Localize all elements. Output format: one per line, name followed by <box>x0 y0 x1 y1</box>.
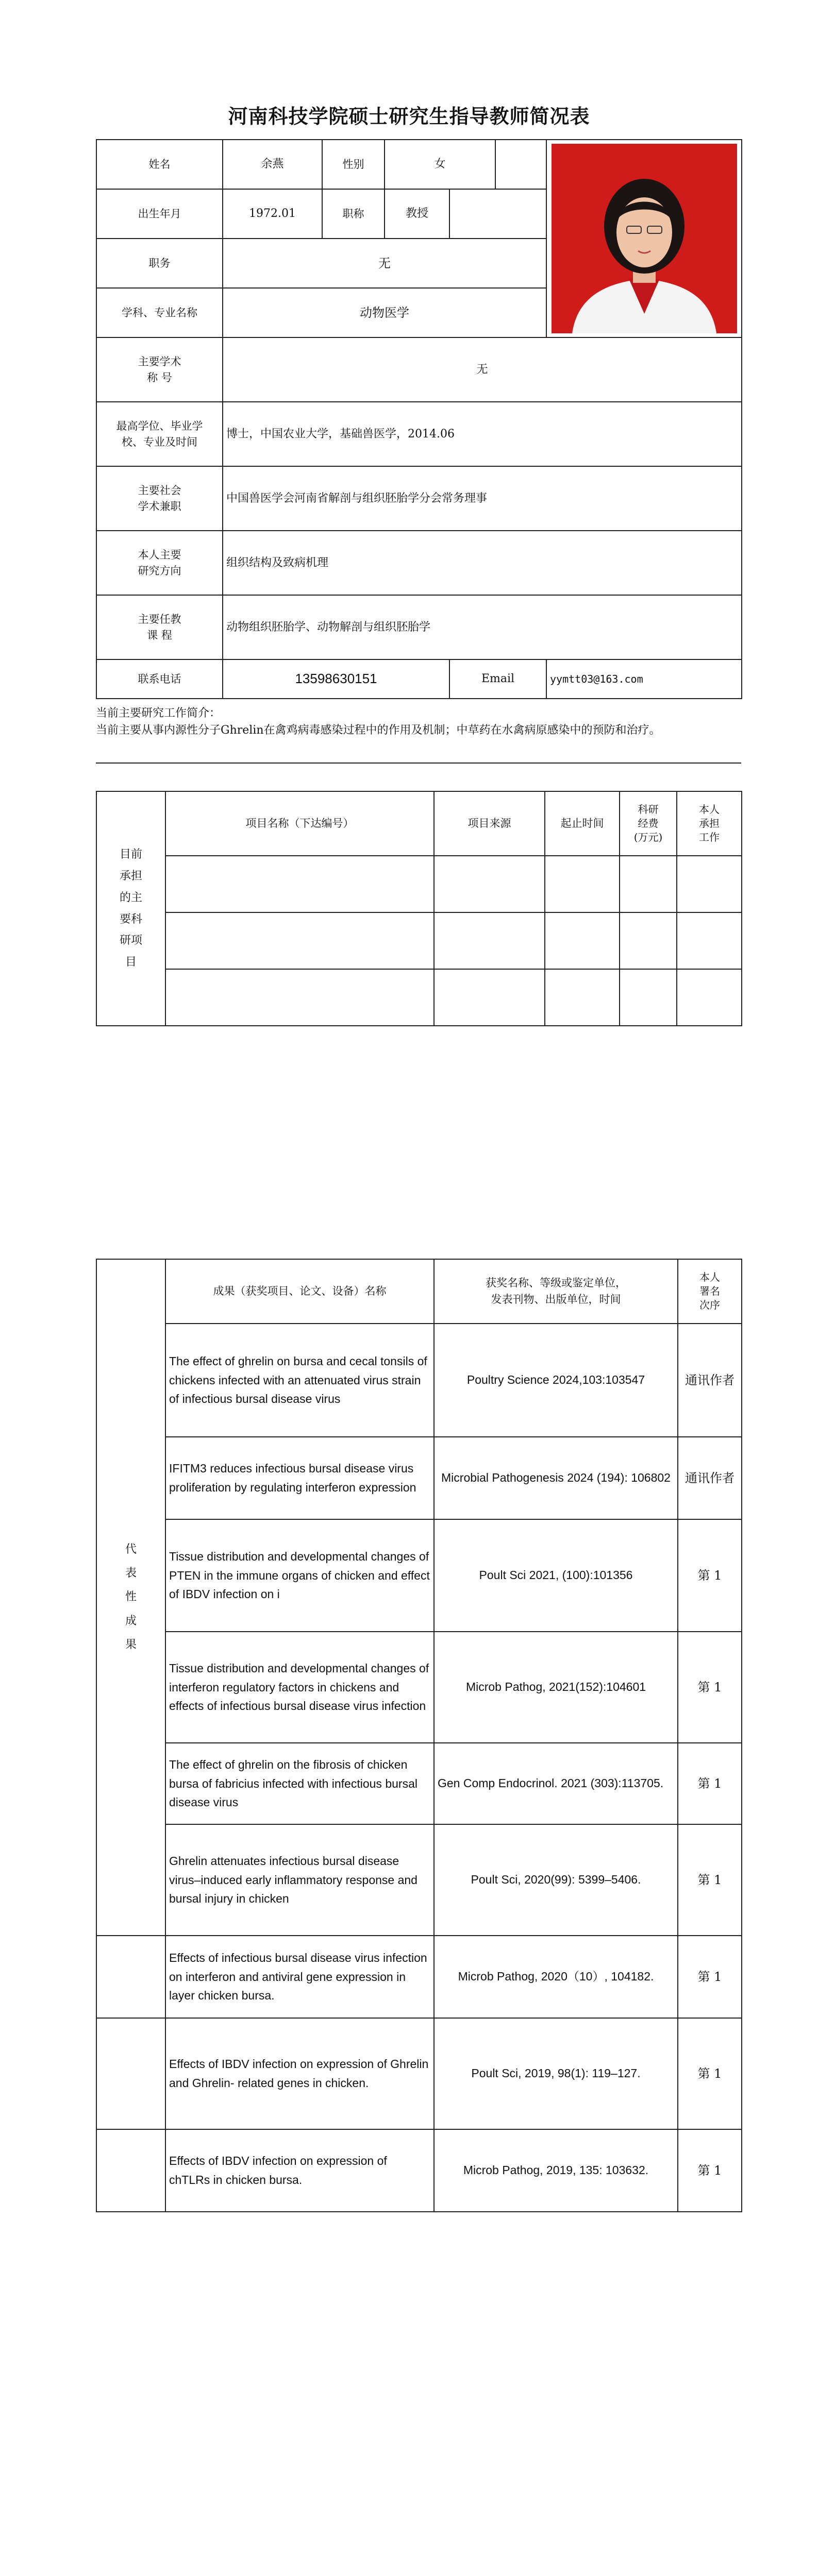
projects-header-role: 本人 承担 工作 <box>677 791 742 856</box>
achievement-row: The effect of ghrelin on bursa and cecal tonsils of chickens infected with an attenuated virus strain of infectious bursal disease virus Poultry Science 2024,103:103547 通讯作者 <box>96 1324 742 1437</box>
name-label: 姓名 <box>96 140 223 189</box>
projects-row-empty <box>96 969 742 1026</box>
courses-label: 主要任教 课 程 <box>96 595 223 659</box>
academic-title-label: 主要学术 称 号 <box>96 337 223 402</box>
courses-value: 动物组织胚胎学、动物解剖与组织胚胎学 <box>223 595 742 659</box>
achievement-row: Effects of IBDV infection on expression of chTLRs in chicken bursa. Microb Pathog, 2019, 135: 103632. 第 1 <box>96 2129 742 2212</box>
projects-side-label: 目前 承担 的主 要科 研项 目 <box>96 791 165 1026</box>
projects-table <box>96 791 742 1026</box>
achievement-row: Tissue distribution and developmental changes of PTEN in the immune organs of chicken and effect of IBDV infection on i Poult Sci 2021, (100):101356 第 1 <box>96 1519 742 1632</box>
position-value: 无 <box>223 239 546 288</box>
achievements-header-rank: 本人 署名 次序 <box>678 1259 742 1324</box>
academic-title-value: 无 <box>223 337 742 402</box>
current-work-text: 当前主要从事内源性分子Ghrelin在禽鸡病毒感染过程中的作用及机制；中草药在水禽病原感染中的预防和治疗。 <box>96 724 661 737</box>
society-value: 中国兽医学会河南省解剖与组织胚胎学分会常务理事 <box>223 466 742 531</box>
email-value: yymtt03@163.com <box>546 659 742 699</box>
portrait-photo-cell <box>546 140 742 337</box>
discipline-label: 学科、专业名称 <box>96 288 223 337</box>
achievements-header-source: 获奖名称、等级或鉴定单位， 发表刊物、出版单位，时间 <box>434 1259 678 1324</box>
degree-value: 博士，中国农业大学，基础兽医学，2014.06 <box>223 402 742 466</box>
birth-value: 1972.01 <box>223 189 322 239</box>
achievements-side-label: 代 表 性 成 果 <box>96 1259 165 1936</box>
email-label: Email <box>449 659 546 699</box>
projects-header-source: 项目来源 <box>434 791 545 856</box>
note-divider <box>96 762 741 764</box>
achievement-row: The effect of ghrelin on the fibrosis of chicken bursa of fabricius infected with infectious bursal disease virus Gen Comp Endocrinol. 2021 (303):113705. 第 1 <box>96 1743 742 1824</box>
discipline-value: 动物医学 <box>223 288 546 337</box>
current-work-note <box>96 705 741 739</box>
projects-header-period: 起止时间 <box>545 791 620 856</box>
current-work-heading: 当前主要研究工作简介： <box>96 707 221 720</box>
projects-header-funds: 科研 经费 (万元) <box>620 791 677 856</box>
research-value: 组织结构及致病机理 <box>223 531 742 595</box>
projects-header-name: 项目名称（下达编号） <box>165 791 434 856</box>
projects-row-empty <box>96 912 742 969</box>
page-title: 河南科技学院硕士研究生指导教师简况表 <box>228 105 590 128</box>
achievement-row: Ghrelin attenuates infectious bursal disease virus–induced early inflammatory response and bursal injury in chicken Poult Sci, 2020(99): 5399–5406. 第 1 <box>96 1824 742 1936</box>
projects-row-empty <box>96 856 742 912</box>
achievement-row: Tissue distribution and developmental changes of interferon regulatory factors in chickens and effects of infectious bursal disease virus infection Microb Pathog, 2021(152):104601 第 1 <box>96 1632 742 1743</box>
title-label: 职称 <box>322 189 385 239</box>
achievement-row: IFITM3 reduces infectious bursal disease virus proliferation by regulating interferon expression Microbial Pathogenesis 2024 (194): 106802 通讯作者 <box>96 1437 742 1519</box>
title-value: 教授 <box>385 189 449 239</box>
achievement-row: Effects of IBDV infection on expression of Ghrelin and Ghrelin- related genes in chicken. Poult Sci, 2019, 98(1): 119–127. 第 1 <box>96 2018 742 2129</box>
phone-label: 联系电话 <box>96 659 223 699</box>
portrait-image <box>552 144 737 333</box>
degree-label: 最高学位、毕业学 校、专业及时间 <box>96 402 223 466</box>
achievements-table <box>96 1259 742 2212</box>
profile-table <box>96 139 742 699</box>
gender-value: 女 <box>385 140 495 189</box>
society-label: 主要社会 学术兼职 <box>96 466 223 531</box>
gender-label: 性别 <box>322 140 385 189</box>
phone-value: 13598630151 <box>223 659 449 699</box>
position-label: 职务 <box>96 239 223 288</box>
birth-label: 出生年月 <box>96 189 223 239</box>
name-value: 余燕 <box>223 140 322 189</box>
achievements-header-name: 成果（获奖项目、论文、设备）名称 <box>165 1259 434 1324</box>
research-label: 本人主要 研究方向 <box>96 531 223 595</box>
portrait-photo <box>552 144 737 333</box>
achievement-row: Effects of infectious bursal disease virus infection on interferon and antiviral gene expression in layer chicken bursa. Microb Pathog, 2020（10）, 104182. 第 1 <box>96 1936 742 2018</box>
